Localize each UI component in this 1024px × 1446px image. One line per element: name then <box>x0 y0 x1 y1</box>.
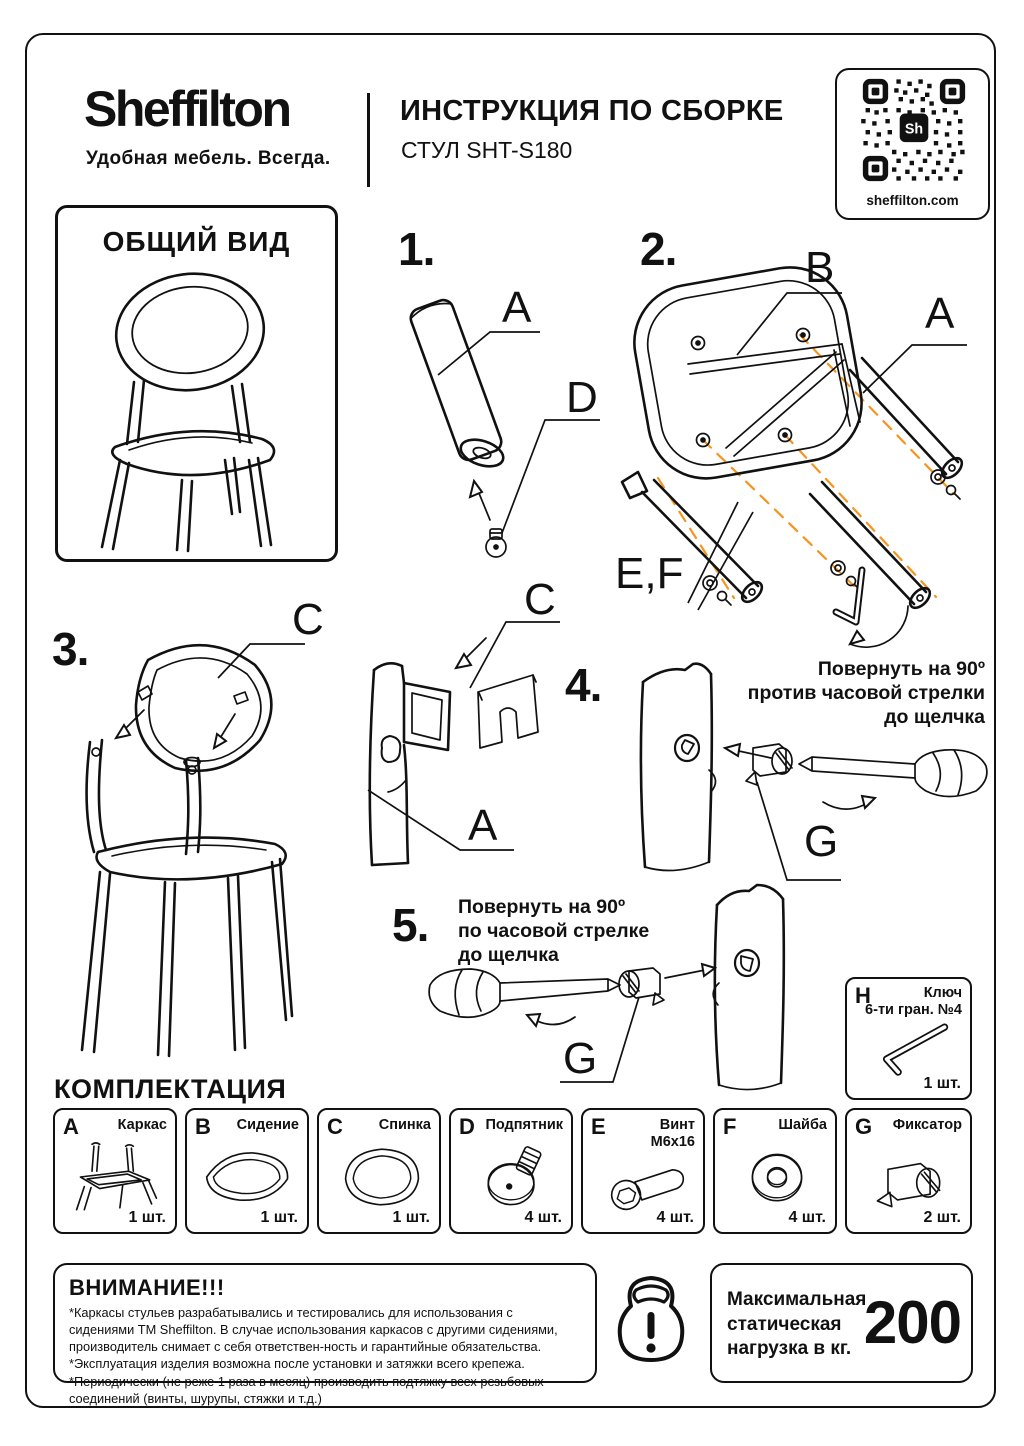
part-label-c1: C <box>292 595 324 644</box>
step-5-instruction: Повернуть на 90º по часовой стрелке до щелчка <box>458 896 650 966</box>
kettlebell-icon <box>616 1266 686 1370</box>
qr-box <box>835 68 990 220</box>
step-4-instruction: Повернуть на 90º против часовой стрелки до щелчка <box>747 658 985 728</box>
kit-item-a <box>53 1108 177 1234</box>
step-3-number: 3. <box>52 623 89 675</box>
brand-logo: Sheffilton <box>84 81 290 137</box>
kit-item-f <box>713 1108 837 1234</box>
warning-heading: ВНИМАНИЕ!!! <box>69 1275 225 1300</box>
kit-qty: 1 шт. <box>128 1209 166 1226</box>
overview-title: ОБЩИЙ ВИД <box>102 226 291 257</box>
kit-heading: КОМПЛЕКТАЦИЯ <box>54 1074 287 1104</box>
kit-letter: A <box>63 1114 79 1139</box>
overview-chair-icon <box>82 262 312 552</box>
tool-letter: H <box>855 983 871 1008</box>
kit-letter: F <box>723 1114 737 1139</box>
kit-qty: 4 шт. <box>656 1209 694 1226</box>
max-load-value: 200 <box>863 1289 961 1356</box>
step-2-number: 2. <box>640 223 677 275</box>
warning-box <box>53 1263 597 1406</box>
qr-caption: sheffilton.com <box>866 193 959 208</box>
part-label-d: D <box>566 373 598 422</box>
part-label-b: B <box>805 243 835 292</box>
max-load-label: Максимальная статическая нагрузка в кг. <box>727 1289 867 1360</box>
kit-letter: G <box>855 1114 873 1139</box>
lock-cw-icon <box>415 885 785 1100</box>
step-5-number: 5. <box>392 899 429 951</box>
qr-code-icon <box>859 75 969 185</box>
qr-logo: Sh <box>904 121 924 138</box>
kit-name: Подпятник <box>485 1117 563 1133</box>
kit-name: Сидение <box>236 1117 299 1133</box>
part-label-g2: G <box>563 1034 598 1083</box>
kit-letter: C <box>327 1114 343 1139</box>
fixator-icon <box>865 1146 955 1208</box>
kit-qty: 1 шт. <box>392 1209 430 1226</box>
backrest-slot-detail-icon <box>328 575 568 885</box>
kit-name: Спинка <box>378 1117 431 1133</box>
kit-qty: 2 шт. <box>923 1209 961 1226</box>
part-label-a2: A <box>925 289 955 338</box>
brand-tagline: Удобная мебель. Всегда. <box>86 148 331 169</box>
page-subtitle: СТУЛ SHT-S180 <box>401 137 573 163</box>
backrest-icon <box>336 1140 428 1212</box>
max-load-box <box>710 1263 973 1383</box>
kit-item-b <box>185 1108 309 1234</box>
step-1-number: 1. <box>398 223 435 275</box>
kit-name: Фиксатор <box>892 1117 962 1133</box>
kit-name: Винт М6х16 <box>650 1117 695 1150</box>
washer-icon <box>739 1142 815 1212</box>
kit-name: Каркас <box>117 1117 167 1133</box>
hex-key-icon <box>863 1017 958 1075</box>
header-divider <box>367 93 370 187</box>
seat-icon <box>199 1142 299 1212</box>
kit-letter: D <box>459 1114 475 1139</box>
exclamation-mark <box>646 1312 655 1353</box>
kit-item-d <box>449 1108 573 1234</box>
part-label-a3: A <box>468 801 498 850</box>
kit-item-e <box>581 1108 705 1234</box>
warning-text: *Каркасы стульев разрабатывались и тестировались для использования с сидениями ТМ Sheffilton. В случае использования каркасов с другими сидениями, производитель снимает с себя ответствен-ность и гарантийные обязательства. *Эксплуатация изделия возможна после установки и затяжки всего крепежа. *Периодически (не реже 1 раза в месяц) производить подтяжку всех резьбовых соединений (винты, шурупы, стяжки и т.д.) <box>69 1305 558 1406</box>
page-title: ИНСТРУКЦИЯ ПО СБОРКЕ <box>400 95 784 127</box>
part-label-a: A <box>502 283 532 332</box>
part-label-c2: C <box>524 575 556 624</box>
kit-letter: E <box>591 1114 606 1139</box>
kit-name: Шайба <box>778 1117 827 1133</box>
kit-letter: B <box>195 1114 211 1139</box>
tool-qty: 1 шт. <box>923 1075 961 1092</box>
step-4-number: 4. <box>565 659 602 711</box>
kit-item-g <box>845 1108 972 1234</box>
frame-icon <box>67 1140 167 1214</box>
part-label-g1: G <box>804 817 839 866</box>
part-label-ef: E,F <box>615 549 684 598</box>
bolt-icon <box>597 1146 693 1212</box>
tool-name: Ключ 6-ти гран. №4 <box>865 985 962 1018</box>
backrest-assembly-icon <box>70 600 320 1065</box>
kit-qty: 1 шт. <box>260 1209 298 1226</box>
footpad-icon <box>473 1142 553 1210</box>
kit-qty: 4 шт. <box>788 1209 826 1226</box>
hex-key-box <box>845 977 972 1100</box>
kit-item-c <box>317 1108 441 1234</box>
kit-qty: 4 шт. <box>524 1209 562 1226</box>
